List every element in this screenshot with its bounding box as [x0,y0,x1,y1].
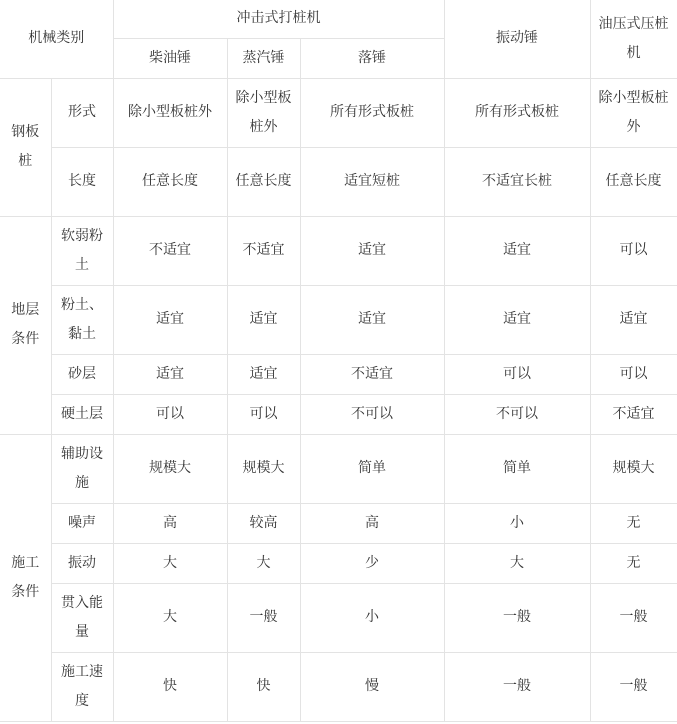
cell: 不适宜 [227,216,300,285]
cell: 简单 [444,434,590,503]
header-diesel-hammer: 柴油锤 [113,38,227,78]
row-label: 形式 [51,78,113,147]
cell: 不适宜长桩 [444,147,590,216]
cell: 慢 [300,652,444,721]
table-row [0,652,677,721]
cell: 不可以 [300,394,444,434]
table-row [0,503,677,543]
group-construction-conditions: 施工条件 [0,434,51,721]
cell: 少 [300,543,444,583]
cell: 较高 [227,503,300,543]
table-row [0,394,677,434]
cell: 除小型板桩外 [113,78,227,147]
row-label: 软弱粉土 [51,216,113,285]
table-row [0,147,677,216]
table-row [0,216,677,285]
cell: 大 [227,543,300,583]
cell: 任意长度 [227,147,300,216]
cell: 快 [227,652,300,721]
cell: 不适宜 [300,354,444,394]
table-row [0,543,677,583]
header-hydraulic-press: 油压式压桩机 [590,0,677,78]
table-row [0,354,677,394]
cell: 无 [590,543,677,583]
cell: 小 [300,583,444,652]
cell: 简单 [300,434,444,503]
cell: 可以 [227,394,300,434]
cell: 除小型板桩外 [590,78,677,147]
cell: 规模大 [590,434,677,503]
group-ground-conditions: 地层条件 [0,216,51,434]
cell: 大 [113,583,227,652]
cell: 无 [590,503,677,543]
cell: 规模大 [113,434,227,503]
cell: 除小型板桩外 [227,78,300,147]
cell: 适宜短桩 [300,147,444,216]
cell: 快 [113,652,227,721]
cell: 一般 [590,583,677,652]
cell: 可以 [113,394,227,434]
cell: 可以 [590,354,677,394]
cell: 小 [444,503,590,543]
cell: 适宜 [590,285,677,354]
cell: 可以 [444,354,590,394]
row-label: 施工速度 [51,652,113,721]
cell: 适宜 [227,285,300,354]
cell: 适宜 [444,285,590,354]
cell: 一般 [590,652,677,721]
cell: 一般 [444,652,590,721]
cell: 可以 [590,216,677,285]
header-steam-hammer: 蒸汽锤 [227,38,300,78]
cell: 任意长度 [590,147,677,216]
row-label: 噪声 [51,503,113,543]
group-steel-sheet-pile: 钢板桩 [0,78,51,216]
cell: 所有形式板桩 [300,78,444,147]
header-vibration-hammer: 振动锤 [444,0,590,78]
table-row [0,78,677,147]
cell: 任意长度 [113,147,227,216]
table-row [0,583,677,652]
cell: 大 [444,543,590,583]
header-drop-hammer: 落锤 [300,38,444,78]
cell: 适宜 [300,285,444,354]
cell: 不适宜 [113,216,227,285]
table-row [0,285,677,354]
cell: 适宜 [444,216,590,285]
table-row [0,434,677,503]
cell: 一般 [227,583,300,652]
cell: 适宜 [227,354,300,394]
cell: 适宜 [300,216,444,285]
cell: 高 [113,503,227,543]
header-category: 机械类别 [0,0,113,78]
row-label: 辅助设施 [51,434,113,503]
cell: 不适宜 [590,394,677,434]
cell: 规模大 [227,434,300,503]
row-label: 长度 [51,147,113,216]
cell: 不可以 [444,394,590,434]
row-label: 振动 [51,543,113,583]
row-label: 硬土层 [51,394,113,434]
cell: 适宜 [113,285,227,354]
row-label: 砂层 [51,354,113,394]
cell: 大 [113,543,227,583]
row-label: 贯入能量 [51,583,113,652]
cell: 所有形式板桩 [444,78,590,147]
row-label: 粉土、黏土 [51,285,113,354]
header-impact-group: 冲击式打桩机 [113,0,444,38]
cell: 一般 [444,583,590,652]
cell: 适宜 [113,354,227,394]
cell: 高 [300,503,444,543]
